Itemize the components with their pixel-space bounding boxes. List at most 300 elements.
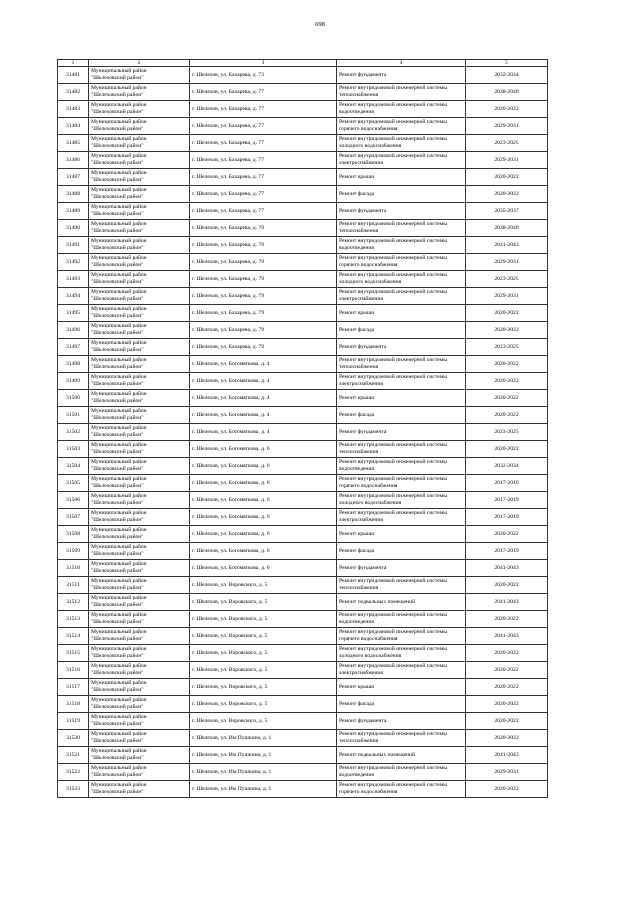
work-type-line: Ремонт внутридомовой инженерной системы (339, 612, 447, 618)
work-type-line: Ремонт внутридомовой инженерной системы (339, 153, 447, 159)
table-row (58, 628, 548, 645)
address-cell: г. Шелехов, ул. Богомягкова, д. 4 (190, 373, 337, 390)
work-type-line: Ремонт внутридомовой инженерной системы (339, 289, 447, 295)
municipality-line: Муниципальный район (91, 731, 147, 737)
table-row (58, 220, 548, 237)
work-type-cell (337, 67, 466, 84)
work-type-cell (337, 339, 466, 356)
table-row (58, 118, 548, 135)
municipality-line: "Шелеховский район" (91, 279, 144, 285)
work-type-line: Ремонт фасада (339, 700, 375, 707)
work-type-cell (337, 526, 466, 543)
municipality-line: "Шелеховский район" (91, 296, 144, 302)
address-cell: г. Шелехов, ул. Богомягкова, д. 4 (190, 424, 337, 441)
capital-repair-table (57, 59, 548, 798)
period-cell: 2020-2022 (466, 390, 548, 407)
municipality-line: "Шелеховский район" (91, 636, 144, 642)
municipality-line: Муниципальный район (91, 153, 147, 159)
address-cell: г. Шелехов, ул. Богомягкова, д. 6 (190, 492, 337, 509)
municipality-line: "Шелеховский район" (91, 585, 144, 591)
work-type-line: Ремонт внутридомовой инженерной системы (339, 765, 447, 771)
municipality-line: Муниципальный район (91, 119, 147, 125)
municipality-cell (89, 237, 190, 254)
work-type-line: Ремонт внутридомовой инженерной системы (339, 476, 447, 482)
work-type-line: теплоснабжения (339, 364, 379, 370)
municipality-cell (89, 390, 190, 407)
municipality-line: Муниципальный район (91, 136, 147, 142)
municipality-cell (89, 101, 190, 118)
table-row (58, 509, 548, 526)
municipality-cell (89, 577, 190, 594)
municipality-cell (89, 747, 190, 764)
work-type-cell (337, 390, 466, 407)
column-header: 3 (190, 60, 337, 67)
work-type-cell (337, 441, 466, 458)
period-cell: 2017-2019 (466, 492, 548, 509)
work-type-line: Ремонт подвальных помещений (339, 751, 416, 758)
address-cell: г. Шелехов, ул. Бахарева, д. 77 (190, 101, 337, 118)
row-number-cell: 31513 (58, 611, 89, 628)
period-cell: 2020-2022 (466, 441, 548, 458)
municipality-line: Муниципальный район (91, 510, 147, 516)
table-row (58, 611, 548, 628)
address-cell: г. Шелехов, ул. Воровского, д. 5 (190, 696, 337, 713)
address-cell: г. Шелехов, ул. Воровского, д. 5 (190, 628, 337, 645)
table-row (58, 84, 548, 101)
row-number-cell: 31485 (58, 135, 89, 152)
period-cell: 2020-2022 (466, 169, 548, 186)
municipality-cell (89, 271, 190, 288)
municipality-cell (89, 645, 190, 662)
address-cell: г. Шелехов, ул. Бахарева, д. 79 (190, 305, 337, 322)
work-type-line: электроснабжения (339, 670, 383, 676)
address-cell: г. Шелехов, ул. Бахарева, д. 77 (190, 186, 337, 203)
municipality-cell (89, 628, 190, 645)
row-number-cell: 31501 (58, 407, 89, 424)
work-type-line: Ремонт фундамента (339, 207, 387, 214)
municipality-line: "Шелеховский район" (91, 143, 144, 149)
address-cell: г. Шелехов, ул. Богомягкова, д. 6 (190, 458, 337, 475)
address-cell: г. Шелехов, ул. Бахарева, д. 79 (190, 271, 337, 288)
work-type-line: электроснабжения (339, 381, 383, 387)
row-number-cell: 31498 (58, 356, 89, 373)
table-row (58, 101, 548, 118)
table-row (58, 764, 548, 781)
work-type-line: Ремонт фундамента (339, 717, 387, 724)
period-cell: 2020-2022 (466, 101, 548, 118)
work-type-line: Ремонт внутридомовой инженерной системы (339, 374, 447, 380)
municipality-line: "Шелеховский район" (91, 160, 144, 166)
municipality-line: "Шелеховский район" (91, 772, 144, 778)
municipality-line: Муниципальный район (91, 238, 147, 244)
municipality-line: Муниципальный район (91, 578, 147, 584)
work-type-line: теплоснабжения (339, 449, 379, 455)
municipality-line: Муниципальный район (91, 544, 147, 550)
row-number-cell: 31500 (58, 390, 89, 407)
address-cell: г. Шелехов, ул. Воровского, д. 5 (190, 594, 337, 611)
row-number-cell: 31507 (58, 509, 89, 526)
municipality-line: Муниципальный район (91, 527, 147, 533)
address-cell: г. Шелехов, ул. Богомягкова, д. 6 (190, 543, 337, 560)
row-number-cell: 31488 (58, 186, 89, 203)
work-type-cell (337, 628, 466, 645)
municipality-line: "Шелеховский район" (91, 92, 144, 98)
municipality-line: Муниципальный район (91, 255, 147, 261)
municipality-line: "Шелеховский район" (91, 211, 144, 217)
municipality-line: "Шелеховский район" (91, 75, 144, 81)
period-cell: 2020-2022 (466, 645, 548, 662)
municipality-cell (89, 118, 190, 135)
address-cell: г. Шелехов, ул. Богомягкова, д. 6 (190, 560, 337, 577)
work-type-line: Ремонт внутридомовой инженерной системы (339, 731, 447, 737)
row-number-cell: 31493 (58, 271, 89, 288)
municipality-cell (89, 305, 190, 322)
period-cell: 2020-2022 (466, 611, 548, 628)
municipality-line: Муниципальный район (91, 680, 147, 686)
work-type-line: теплоснабжения (339, 92, 379, 98)
table-row (58, 288, 548, 305)
municipality-line: "Шелеховский район" (91, 653, 144, 659)
work-type-cell (337, 458, 466, 475)
work-type-cell (337, 305, 466, 322)
municipality-line: "Шелеховский район" (91, 517, 144, 523)
address-cell: г. Шелехов, ул. Им Пушкина, д. 1 (190, 781, 337, 798)
municipality-cell (89, 611, 190, 628)
row-number-cell: 31483 (58, 101, 89, 118)
municipality-line: "Шелеховский район" (91, 415, 144, 421)
address-cell: г. Шелехов, ул. Воровского, д. 5 (190, 713, 337, 730)
municipality-cell (89, 203, 190, 220)
period-cell: 2017-2019 (466, 509, 548, 526)
row-number-cell: 31505 (58, 475, 89, 492)
work-type-line: Ремонт внутридомовой инженерной системы (339, 221, 447, 227)
row-number-cell: 31511 (58, 577, 89, 594)
row-number-cell: 31494 (58, 288, 89, 305)
address-cell: г. Шелехов, ул. Им Пушкина, д. 1 (190, 730, 337, 747)
address-cell: г. Шелехов, ул. Бахарева, д. 77 (190, 84, 337, 101)
table-row (58, 441, 548, 458)
period-cell: 2020-2022 (466, 696, 548, 713)
period-cell: 2041-2043 (466, 594, 548, 611)
municipality-line: Муниципальный район (91, 272, 147, 278)
table-row (58, 152, 548, 169)
municipality-line: Муниципальный район (91, 221, 147, 227)
work-type-cell (337, 186, 466, 203)
table-row (58, 254, 548, 271)
municipality-line: Муниципальный район (91, 748, 147, 754)
municipality-line: "Шелеховский район" (91, 245, 144, 251)
municipality-line: "Шелеховский район" (91, 738, 144, 744)
municipality-line: Муниципальный район (91, 85, 147, 91)
work-type-line: горячего водоснабжения (339, 483, 398, 489)
work-type-line: холодного водоснабжения (339, 279, 402, 285)
work-type-cell (337, 407, 466, 424)
work-type-cell (337, 764, 466, 781)
work-type-cell (337, 781, 466, 798)
municipality-line: "Шелеховский район" (91, 330, 144, 336)
municipality-cell (89, 781, 190, 798)
work-type-line: горячего водоснабжения (339, 789, 398, 795)
municipality-line: Муниципальный район (91, 459, 147, 465)
municipality-cell (89, 186, 190, 203)
address-cell: г. Шелехов, ул. Богомягкова, д. 6 (190, 475, 337, 492)
table-header-row (58, 60, 548, 67)
row-number-cell: 31503 (58, 441, 89, 458)
municipality-line: Муниципальный район (91, 663, 147, 669)
municipality-line: "Шелеховский район" (91, 109, 144, 115)
table-row (58, 339, 548, 356)
period-cell: 2041-2043 (466, 628, 548, 645)
period-cell: 2041-2043 (466, 747, 548, 764)
work-type-line: теплоснабжения (339, 228, 379, 234)
table-row (58, 203, 548, 220)
municipality-line: "Шелеховский район" (91, 466, 144, 472)
period-cell: 2029-2031 (466, 764, 548, 781)
table-row (58, 424, 548, 441)
municipality-line: Муниципальный район (91, 170, 147, 176)
work-type-line: Ремонт фундамента (339, 343, 387, 350)
work-type-cell (337, 237, 466, 254)
municipality-line: Муниципальный район (91, 612, 147, 618)
municipality-line: Муниципальный район (91, 289, 147, 295)
work-type-line: Ремонт внутридомовой инженерной системы (339, 255, 447, 261)
address-cell: г. Шелехов, ул. Богомягкова, д. 4 (190, 356, 337, 373)
municipality-line: "Шелеховский район" (91, 398, 144, 404)
municipality-line: "Шелеховский район" (91, 364, 144, 370)
table-row (58, 662, 548, 679)
work-type-line: Ремонт внутридомовой инженерной системы (339, 782, 447, 788)
municipality-line: Муниципальный район (91, 340, 147, 346)
address-cell: г. Шелехов, ул. Бахарева, д. 79 (190, 220, 337, 237)
work-type-cell (337, 475, 466, 492)
row-number-cell: 31518 (58, 696, 89, 713)
period-cell: 2038-2040 (466, 220, 548, 237)
municipality-line: Муниципальный район (91, 102, 147, 108)
row-number-cell: 31515 (58, 645, 89, 662)
period-cell: 2020-2022 (466, 781, 548, 798)
address-cell: г. Шелехов, ул. Бахарева, д. 79 (190, 237, 337, 254)
municipality-line: "Шелеховский район" (91, 500, 144, 506)
municipality-cell (89, 594, 190, 611)
work-type-line: водоотведения (339, 772, 374, 778)
row-number-cell: 31482 (58, 84, 89, 101)
period-cell: 2020-2022 (466, 713, 548, 730)
work-type-cell (337, 118, 466, 135)
work-type-line: Ремонт внутридомовой инженерной системы (339, 493, 447, 499)
period-cell: 2017-2019 (466, 475, 548, 492)
municipality-cell (89, 135, 190, 152)
row-number-cell: 31517 (58, 679, 89, 696)
municipality-cell (89, 67, 190, 84)
row-number-cell: 31504 (58, 458, 89, 475)
address-cell: г. Шелехов, ул. Бахарева, д. 79 (190, 339, 337, 356)
table-row (58, 67, 548, 84)
work-type-cell (337, 594, 466, 611)
work-type-cell (337, 577, 466, 594)
work-type-cell (337, 203, 466, 220)
table-row (58, 356, 548, 373)
period-cell: 2029-2031 (466, 288, 548, 305)
row-number-cell: 31502 (58, 424, 89, 441)
municipality-cell (89, 560, 190, 577)
address-cell: г. Шелехов, ул. Бахарева, д. 73 (190, 67, 337, 84)
period-cell: 2020-2022 (466, 322, 548, 339)
table-row (58, 373, 548, 390)
table-row (58, 526, 548, 543)
work-type-cell (337, 509, 466, 526)
address-cell: г. Шелехов, ул. Воровского, д. 5 (190, 662, 337, 679)
work-type-cell (337, 271, 466, 288)
period-cell: 2023-2025 (466, 271, 548, 288)
municipality-line: Муниципальный район (91, 697, 147, 703)
work-type-line: горячего водоснабжения (339, 126, 398, 132)
municipality-line: "Шелеховский район" (91, 568, 144, 574)
row-number-cell: 31512 (58, 594, 89, 611)
work-type-line: Ремонт внутридомовой инженерной системы (339, 238, 447, 244)
municipality-line: "Шелеховский район" (91, 721, 144, 727)
municipality-cell (89, 764, 190, 781)
work-type-line: водоотведения (339, 466, 374, 472)
municipality-line: Муниципальный район (91, 493, 147, 499)
row-number-cell: 31514 (58, 628, 89, 645)
municipality-cell (89, 509, 190, 526)
municipality-line: Муниципальный район (91, 68, 147, 74)
work-type-line: горячего водоснабжения (339, 262, 398, 268)
table-row (58, 543, 548, 560)
address-cell: г. Шелехов, ул. Бахарева, д. 77 (190, 203, 337, 220)
table-row (58, 696, 548, 713)
row-number-cell: 31521 (58, 747, 89, 764)
row-number-cell: 31487 (58, 169, 89, 186)
work-type-line: Ремонт фундамента (339, 428, 387, 435)
row-number-cell: 31481 (58, 67, 89, 84)
municipality-line: Муниципальный район (91, 476, 147, 482)
period-cell: 2020-2022 (466, 186, 548, 203)
period-cell: 2020-2022 (466, 305, 548, 322)
address-cell: г. Шелехов, ул. Бахарева, д. 77 (190, 152, 337, 169)
work-type-line: холодного водоснабжения (339, 500, 402, 506)
municipality-line: Муниципальный район (91, 323, 147, 329)
period-cell: 2020-2022 (466, 662, 548, 679)
row-number-cell: 31523 (58, 781, 89, 798)
municipality-line: "Шелеховский район" (91, 177, 144, 183)
work-type-cell (337, 254, 466, 271)
period-cell: 2029-2031 (466, 118, 548, 135)
municipality-cell (89, 441, 190, 458)
municipality-line: "Шелеховский район" (91, 534, 144, 540)
work-type-line: водоотведения (339, 619, 374, 625)
municipality-cell (89, 475, 190, 492)
municipality-line: Муниципальный район (91, 561, 147, 567)
work-type-line: Ремонт внутридомовой инженерной системы (339, 272, 447, 278)
period-cell: 2023-2025 (466, 424, 548, 441)
work-type-line: водоотведения (339, 245, 374, 251)
municipality-line: Муниципальный район (91, 374, 147, 380)
municipality-cell (89, 526, 190, 543)
municipality-line: "Шелеховский район" (91, 313, 144, 319)
work-type-line: Ремонт внутридомовой инженерной системы (339, 578, 447, 584)
work-type-cell (337, 696, 466, 713)
municipality-cell (89, 713, 190, 730)
work-type-cell (337, 645, 466, 662)
municipality-line: "Шелеховский район" (91, 228, 144, 234)
address-cell: г. Шелехов, ул. Бахарева, д. 79 (190, 322, 337, 339)
municipality-cell (89, 662, 190, 679)
row-number-cell: 31484 (58, 118, 89, 135)
municipality-cell (89, 424, 190, 441)
work-type-line: Ремонт подвальных помещений (339, 598, 416, 605)
work-type-cell (337, 84, 466, 101)
municipality-cell (89, 339, 190, 356)
municipality-line: Муниципальный район (91, 391, 147, 397)
work-type-cell (337, 288, 466, 305)
work-type-cell (337, 611, 466, 628)
address-cell: г. Шелехов, ул. Воровского, д. 5 (190, 645, 337, 662)
work-type-cell (337, 356, 466, 373)
municipality-line: "Шелеховский район" (91, 789, 144, 795)
period-cell: 2038-2040 (466, 84, 548, 101)
work-type-line: Ремонт внутридомовой инженерной системы (339, 459, 447, 465)
column-header: 4 (337, 60, 466, 67)
row-number-cell: 31490 (58, 220, 89, 237)
row-number-cell: 31486 (58, 152, 89, 169)
work-type-line: теплоснабжения (339, 738, 379, 744)
address-cell: г. Шелехов, ул. Бахарева, д. 79 (190, 254, 337, 271)
municipality-cell (89, 373, 190, 390)
address-cell: г. Шелехов, ул. Богомягкова, д. 6 (190, 526, 337, 543)
work-type-cell (337, 220, 466, 237)
table-row (58, 781, 548, 798)
period-cell: 2035-2037 (466, 203, 548, 220)
address-cell: г. Шелехов, ул. Бахарева, д. 79 (190, 288, 337, 305)
table-row (58, 747, 548, 764)
municipality-cell (89, 220, 190, 237)
work-type-line: Ремонт внутридомовой инженерной системы (339, 85, 447, 91)
municipality-line: "Шелеховский район" (91, 432, 144, 438)
work-type-line: Ремонт внутридомовой инженерной системы (339, 629, 447, 635)
period-cell: 2023-2025 (466, 135, 548, 152)
municipality-cell (89, 254, 190, 271)
work-type-cell (337, 135, 466, 152)
address-cell: г. Шелехов, ул. Богомягкова, д. 4 (190, 407, 337, 424)
work-type-cell (337, 543, 466, 560)
work-type-line: Ремонт внутридомовой инженерной системы (339, 663, 447, 669)
municipality-line: Муниципальный район (91, 765, 147, 771)
table-row (58, 186, 548, 203)
work-type-cell (337, 730, 466, 747)
row-number-cell: 31499 (58, 373, 89, 390)
municipality-cell (89, 458, 190, 475)
municipality-line: "Шелеховский район" (91, 194, 144, 200)
table-row (58, 458, 548, 475)
work-type-line: Ремонт крыши (339, 309, 375, 316)
column-header: 1 (58, 60, 89, 67)
municipality-line: Муниципальный район (91, 408, 147, 414)
row-number-cell: 31508 (58, 526, 89, 543)
row-number-cell: 31510 (58, 560, 89, 577)
work-type-cell (337, 492, 466, 509)
municipality-line: Муниципальный район (91, 425, 147, 431)
period-cell: 2020-2022 (466, 730, 548, 747)
work-type-cell (337, 373, 466, 390)
municipality-cell (89, 492, 190, 509)
table-row (58, 594, 548, 611)
municipality-cell (89, 543, 190, 560)
work-type-line: Ремонт фасада (339, 190, 375, 197)
work-type-line: Ремонт внутридомовой инженерной системы (339, 442, 447, 448)
period-cell: 2029-2031 (466, 254, 548, 271)
municipality-line: Муниципальный район (91, 595, 147, 601)
